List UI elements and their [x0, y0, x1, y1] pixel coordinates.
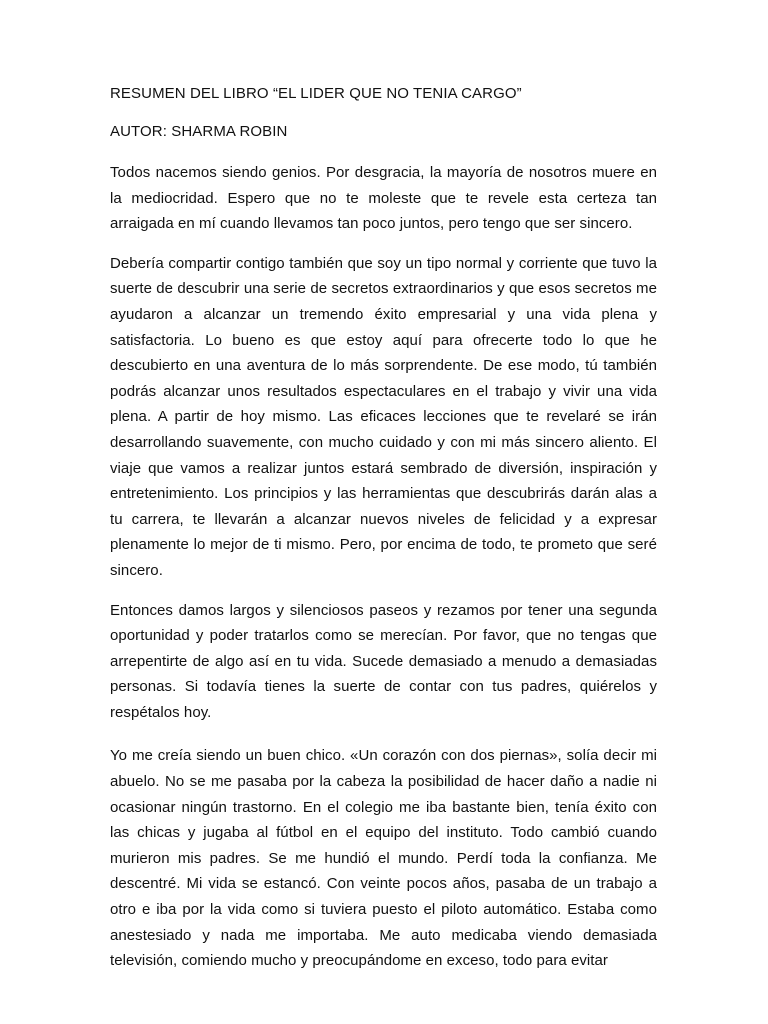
paragraph-2: Debería compartir contigo también que soy un tipo normal y corriente que tuvo la suerte de descubrir una serie de secretos extraordinarios y que esos secretos me ayudaron a alcanzar un tremendo éxito empresarial y una vida plena y satisfactoria. Lo bueno es que estoy aquí para ofrecerte todo lo que he descubierto en una aventura de lo más sorprendente. De ese modo, tú también podrás alcanzar unos resultados espectaculares en el trabajo y vivir una vida plena. A partir de hoy mismo. Las eficaces lecciones que te revelaré se irán desarrollando suavemente, con mucho cuidado y con mi más sincero aliento. El viaje que vamos a realizar juntos estará sembrado de diversión, inspiración y entretenimiento. Los principios y las herramientas que descubrirás darán alas a tu carrera, te llevarán a alcanzar nuevos niveles de felicidad y a expresar plenamente lo mejor de ti mismo. Pero, por encima de todo, te prometo que seré sincero. — [110, 254, 657, 579]
document-author: AUTOR: SHARMA ROBIN — [110, 123, 288, 140]
paragraph-1: Todos nacemos siendo genios. Por desgracia, la mayoría de nosotros muere en la mediocridad. Espero que no te moleste que te revele esta certeza tan arraigada en mí cuando llevamos tan poco juntos, pero tengo que ser sincero. — [110, 164, 657, 233]
document-page — [110, 82, 657, 988]
paragraph-3: Entonces damos largos y silenciosos paseos y rezamos por tener una segunda oportunidad y poder tratarlos como se merecían. Por favor, que no tengas que arrepentirte de algo así en tu vida. Sucede demasiado a menudo a demasiadas personas. Si todavía tienes la suerte de contar con tus padres, quiérelos y respétalos hoy. — [110, 601, 657, 721]
document-title: RESUMEN DEL LIBRO “EL LIDER QUE NO TENIA CARGO” — [110, 85, 522, 102]
paragraph-4: Yo me creía siendo un buen chico. «Un corazón con dos piernas», solía decir mi abuelo. No se me pasaba por la cabeza la posibilidad de hacer daño a nadie ni ocasionar ningún trastorno. En el colegio me iba bastante bien, tenía éxito con las chicas y jugaba al fútbol en el equipo del instituto. Todo cambió cuando murieron mis padres. Se me hundió el mundo. Perdí toda la confianza. Me descentré. Mi vida se estancó. Con veinte pocos años, pasaba de un trabajo a otro e iba por la vida como si tuviera puesto el piloto automático. Estaba como anestesiado y nada me importaba. Me auto medicaba viendo demasiada televisión, comiendo mucho y preocupándome en exceso, todo para evitar — [110, 747, 657, 970]
